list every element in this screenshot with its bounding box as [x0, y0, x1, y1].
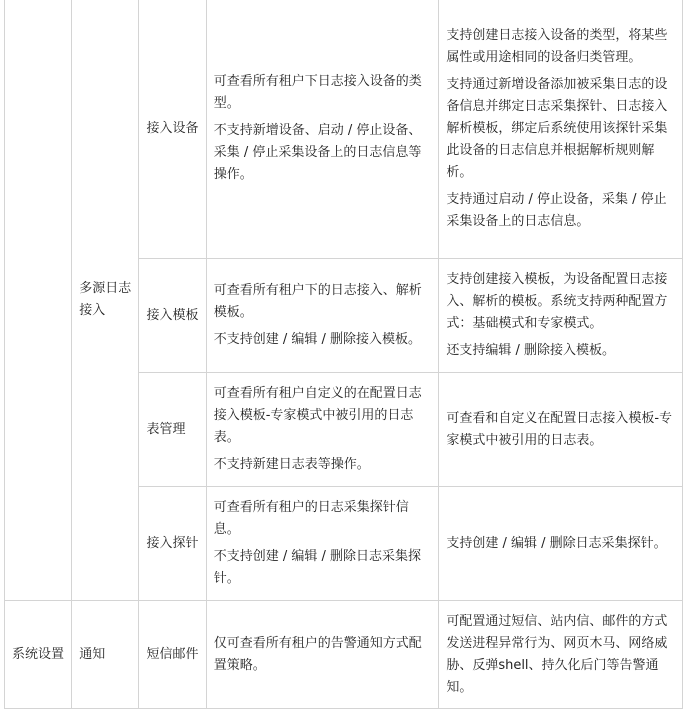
cell-admin-permission [206, 0, 439, 259]
permission-text: 可查看所有租户下的日志接入、解析模板。 [213, 283, 422, 320]
permission-text: 支持通过新增设备添加被采集日志的设备信息并绑定日志采集探针、日志接入解析模板，绑定后系统使用该探针采集此设备的日志信息并根据解析规则解析。 [446, 76, 668, 180]
cell-admin-permission [206, 487, 439, 601]
permission-text: 可配置通过短信、站内信、邮件的方式发送进程异常行为、网页木马、网络威胁、反弹shell、持久化后门等告警通知。 [446, 613, 668, 695]
cell-admin-permission [206, 601, 439, 709]
table-row-sms-email [5, 601, 683, 709]
permission-text: 不支持新增设备、启动 / 停止设备、采集 / 停止采集设备上的日志信息等操作。 [213, 123, 422, 182]
module-label: 多源日志接入 [79, 280, 132, 318]
permission-text: 支持通过启动 / 停止设备，采集 / 停止采集设备上的日志信息。 [446, 191, 667, 229]
feature-label: 短信邮件 [146, 646, 199, 662]
table-row-access-device [5, 0, 683, 259]
cell-tenant-permission [439, 601, 683, 709]
cell-feature-access-probe [139, 487, 206, 601]
cell-feature-table-management [139, 373, 206, 487]
feature-label: 接入探针 [146, 535, 199, 551]
cell-admin-permission [206, 259, 439, 373]
cell-tenant-permission [439, 0, 683, 259]
permission-text: 仅可查看所有租户的告警通知方式配置策略。 [213, 635, 422, 673]
permission-text: 还支持编辑 / 删除接入模板。 [446, 343, 615, 358]
cell-feature-access-device [139, 0, 206, 259]
permission-text: 支持创建接入模板，为设备配置日志接入、解析的模板。系统支持两种配置方式：基础模式和专家模式。 [446, 272, 668, 331]
feature-label: 接入模板 [146, 307, 199, 323]
cell-module-notification [72, 601, 139, 709]
permissions-table [4, 0, 683, 709]
cell-module-multisource-log [72, 0, 139, 601]
feature-label: 接入设备 [146, 120, 199, 136]
cell-feature-access-template [139, 259, 206, 373]
cell-tenant-permission [439, 487, 683, 601]
permission-text: 不支持创建 / 编辑 / 删除日志采集探针。 [213, 549, 421, 586]
permission-text: 不支持创建 / 编辑 / 删除接入模板。 [213, 332, 421, 347]
permission-text: 可查看所有租户自定义的在配置日志接入模板-专家模式中被引用的日志表。 [213, 386, 422, 445]
permission-text: 支持创建 / 编辑 / 删除日志采集探针。 [446, 535, 667, 551]
permission-text: 可查看所有租户下日志接入设备的类型。 [213, 74, 422, 111]
permission-text: 支持创建日志接入设备的类型，将某些属性或用途相同的设备归类管理。 [446, 27, 668, 65]
cell-tenant-permission [439, 259, 683, 373]
cell-tenant-permission [439, 373, 683, 487]
cell-empty-category [5, 0, 72, 601]
cell-category-system-settings [5, 601, 72, 709]
cell-admin-permission [206, 373, 439, 487]
module-label: 通知 [79, 646, 106, 662]
permission-text: 可查看所有租户的日志采集探针信息。 [213, 500, 409, 537]
permission-text: 可查看和自定义在配置日志接入模板-专家模式中被引用的日志表。 [446, 410, 673, 448]
cell-feature-sms-email [139, 601, 206, 709]
category-label: 系统设置 [12, 646, 65, 662]
permission-text: 不支持新建日志表等操作。 [213, 457, 370, 472]
feature-label: 表管理 [146, 421, 186, 437]
